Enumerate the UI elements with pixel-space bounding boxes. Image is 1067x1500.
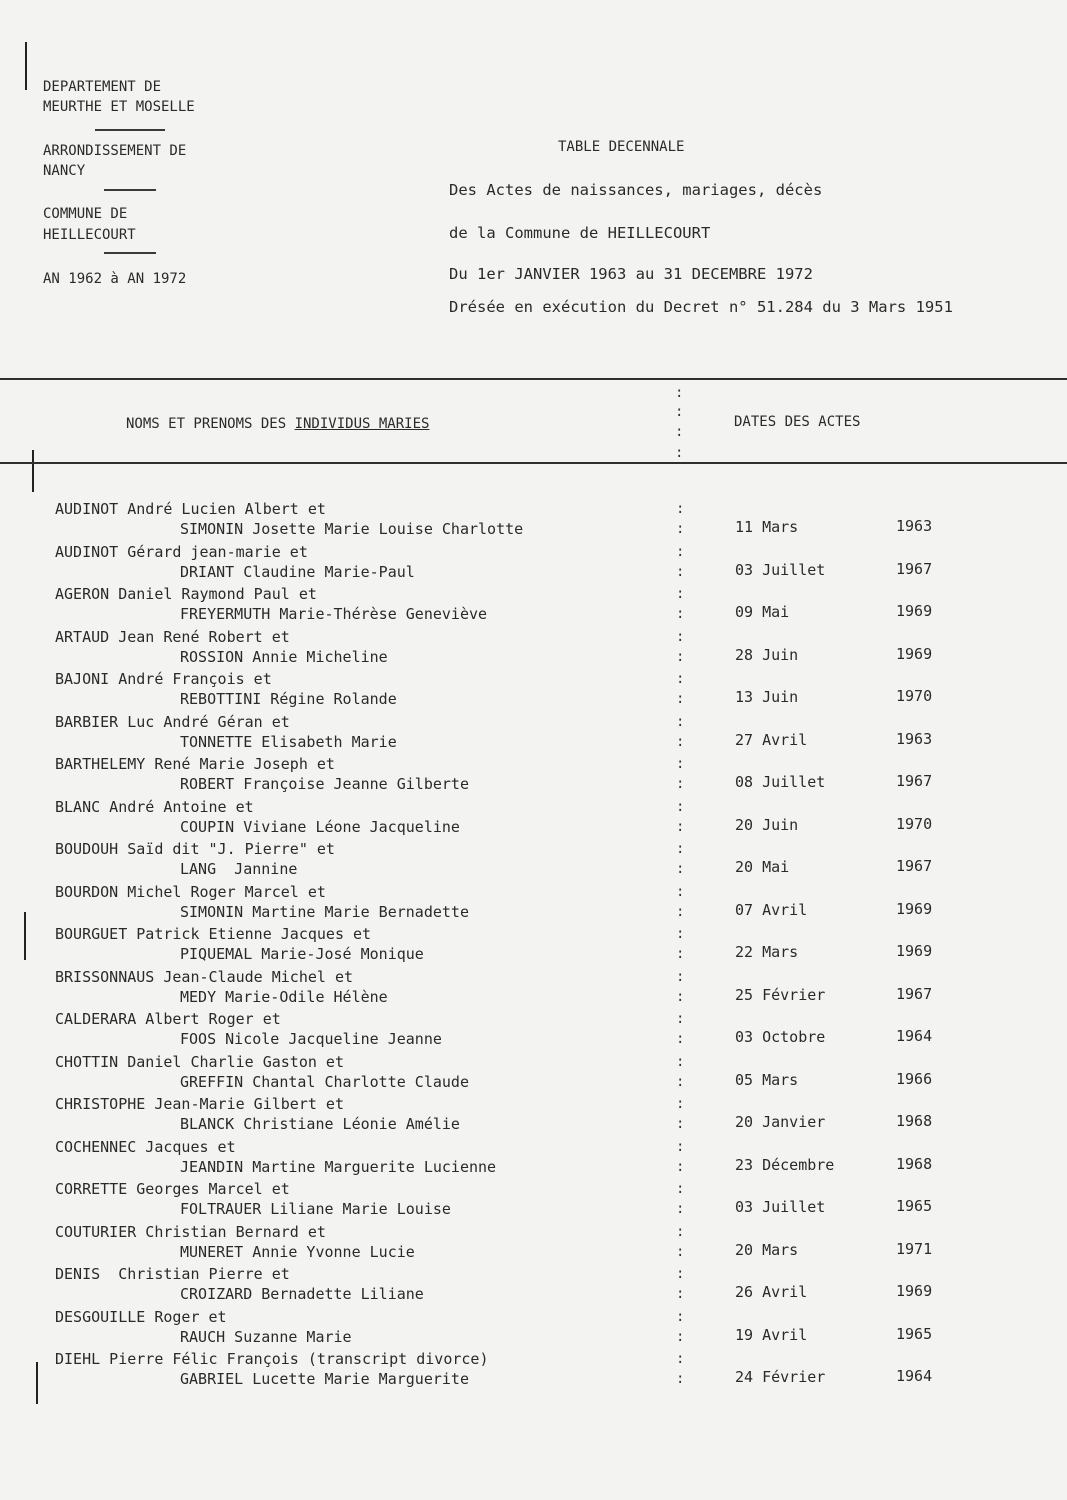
column-separator: : xyxy=(676,1073,685,1090)
column-separator: : xyxy=(676,1181,685,1197)
commune-line-2: HEILLECOURT xyxy=(43,227,136,243)
act-date: 27 Avril xyxy=(735,730,808,749)
column-separator: : xyxy=(676,798,685,815)
husband-name: BOUDOUH Saïd dit "J. Pierre" et xyxy=(55,840,335,858)
husband-name: CALDERARA Albert Roger et xyxy=(55,1010,281,1028)
act-year: 1965 xyxy=(896,1197,933,1215)
column-separator: : xyxy=(676,926,685,942)
wife-name: MEDY Marie-Odile Hélène xyxy=(180,987,388,1006)
column-separator: : xyxy=(676,883,685,900)
wife-name: TONNETTE Elisabeth Marie xyxy=(180,732,397,751)
column-separator: : xyxy=(676,501,685,517)
wife-name: REBOTTINI Régine Rolande xyxy=(180,690,397,708)
act-date: 20 Janvier xyxy=(735,1113,826,1131)
department-line-1: DEPARTEMENT DE xyxy=(43,79,162,95)
title-line-2: de la Commune de HEILLECOURT xyxy=(449,224,711,242)
husband-name: BARTHELEMY René Marie Joseph et xyxy=(55,755,335,773)
column-separator: : xyxy=(676,968,685,985)
wife-name: BLANCK Christiane Léonie Amélie xyxy=(180,1115,460,1133)
act-year: 1969 xyxy=(896,942,933,960)
arrondissement-line-1: ARRONDISSEMENT DE xyxy=(43,143,187,159)
period-range: AN 1962 à AN 1972 xyxy=(43,271,187,287)
column-separator: : xyxy=(676,713,685,730)
act-year: 1967 xyxy=(896,857,933,875)
husband-name: AGERON Daniel Raymond Paul et xyxy=(55,585,317,603)
husband-name: BRISSONNAUS Jean-Claude Michel et xyxy=(55,967,354,986)
act-date: 19 Avril xyxy=(735,1325,808,1344)
column-separator: : xyxy=(676,1308,685,1325)
wife-name: MUNERET Annie Yvonne Lucie xyxy=(180,1242,415,1261)
wife-name: PIQUEMAL Marie-José Monique xyxy=(180,945,424,963)
husband-name: COCHENNEC Jacques et xyxy=(55,1137,236,1156)
wife-name: FOLTRAUER Liliane Marie Louise xyxy=(180,1200,451,1218)
wife-name: GABRIEL Lucette Marie Marguerite xyxy=(180,1370,469,1388)
wife-name: DRIANT Claudine Marie-Paul xyxy=(180,562,415,581)
act-date: 28 Juin xyxy=(735,645,799,664)
wife-name: RAUCH Suzanne Marie xyxy=(180,1327,352,1346)
act-year: 1964 xyxy=(896,1027,933,1045)
act-date: 05 Mars xyxy=(735,1070,799,1089)
act-date: 03 Octobre xyxy=(735,1028,826,1046)
column-separator: : xyxy=(676,1053,685,1070)
column-separator: : xyxy=(675,404,684,420)
act-date: 11 Mars xyxy=(735,518,799,536)
column-separator: : xyxy=(676,1116,685,1132)
column-separator: : xyxy=(676,756,685,772)
title-line-4: Drésée en exécution du Decret n° 51.284 du 3 Mars 1951 xyxy=(449,298,953,316)
table-header-rule xyxy=(0,462,1067,464)
column-separator: : xyxy=(676,521,685,537)
husband-name: BAJONI André François et xyxy=(55,670,272,688)
header-divider xyxy=(104,252,156,254)
column-separator: : xyxy=(676,1011,685,1027)
wife-name: SIMONIN Josette Marie Louise Charlotte xyxy=(180,520,524,538)
husband-name: AUDINOT André Lucien Albert et xyxy=(55,500,326,518)
wife-name: FOOS Nicole Jacqueline Jeanne xyxy=(180,1030,442,1048)
column-separator: : xyxy=(676,818,685,835)
margin-mark-header xyxy=(32,450,34,492)
act-year: 1971 xyxy=(896,1239,933,1258)
table-top-rule xyxy=(0,378,1067,380)
column-separator: : xyxy=(676,988,685,1005)
arrondissement-line-2: NANCY xyxy=(43,163,86,179)
header-divider xyxy=(95,129,165,131)
husband-name: BLANC André Antoine et xyxy=(55,797,254,816)
column-separator: : xyxy=(676,733,685,750)
act-year: 1970 xyxy=(896,814,933,833)
act-year: 1969 xyxy=(896,644,933,663)
column-separator: : xyxy=(676,1243,685,1260)
column-separator: : xyxy=(676,586,685,602)
column-separator: : xyxy=(676,1371,685,1387)
column-separator: : xyxy=(676,1223,685,1240)
column-separator: : xyxy=(676,903,685,920)
act-year: 1964 xyxy=(896,1367,933,1385)
act-date: 13 Juin xyxy=(735,688,799,706)
wife-name: ROSSION Annie Micheline xyxy=(180,647,388,666)
husband-name: DESGOUILLE Roger et xyxy=(55,1307,227,1326)
husband-name: DIEHL Pierre Félic François (transcript divorce) xyxy=(55,1350,489,1368)
act-year: 1968 xyxy=(896,1112,933,1130)
column-separator: : xyxy=(676,861,685,877)
column-separator: : xyxy=(675,424,684,440)
column-separator: : xyxy=(675,385,684,401)
header-divider xyxy=(104,189,156,191)
column-header-dates: DATES DES ACTES xyxy=(734,414,861,430)
column-separator: : xyxy=(676,1031,685,1047)
act-year: 1966 xyxy=(896,1069,933,1088)
act-date: 26 Avril xyxy=(735,1283,808,1301)
department-line-2: MEURTHE ET MOSELLE xyxy=(43,99,195,115)
column-separator: : xyxy=(676,1328,685,1345)
husband-name: CHRISTOPHE Jean-Marie Gilbert et xyxy=(55,1095,344,1113)
act-year: 1963 xyxy=(896,517,933,535)
wife-name: LANG Jannine xyxy=(180,860,298,878)
title-line-1: Des Actes de naissances, mariages, décès xyxy=(449,181,823,199)
column-separator: : xyxy=(676,648,685,665)
act-year: 1970 xyxy=(896,687,933,705)
act-date: 20 Juin xyxy=(735,815,799,834)
act-date: 22 Mars xyxy=(735,943,799,961)
document-heading: TABLE DECENNALE xyxy=(558,139,685,155)
act-date: 09 Mai xyxy=(735,603,790,621)
column-separator: : xyxy=(676,543,685,560)
wife-name: GREFFIN Chantal Charlotte Claude xyxy=(180,1072,469,1091)
column-separator: : xyxy=(676,776,685,792)
husband-name: DENIS Christian Pierre et xyxy=(55,1265,290,1283)
act-date: 20 Mars xyxy=(735,1240,799,1259)
column-header-names-prefix: NOMS ET PRENOMS DES xyxy=(126,416,295,432)
column-separator: : xyxy=(676,563,685,580)
act-date: 24 Février xyxy=(735,1368,826,1386)
act-date: 07 Avril xyxy=(735,900,808,919)
husband-name: BOURGUET Patrick Etienne Jacques et xyxy=(55,925,372,943)
title-line-3: Du 1er JANVIER 1963 au 31 DECEMBRE 1972 xyxy=(449,265,813,283)
column-separator: : xyxy=(676,1138,685,1155)
column-separator: : xyxy=(676,1266,685,1282)
act-year: 1969 xyxy=(896,1282,933,1300)
husband-name: COUTURIER Christian Bernard et xyxy=(55,1222,326,1241)
act-date: 08 Juillet xyxy=(735,773,826,791)
column-separator: : xyxy=(676,628,685,645)
wife-name: JEANDIN Martine Marguerite Lucienne xyxy=(180,1157,497,1176)
column-separator: : xyxy=(675,445,684,461)
column-header-names xyxy=(126,415,429,433)
act-year: 1967 xyxy=(896,984,933,1003)
husband-name: CHOTTIN Daniel Charlie Gaston et xyxy=(55,1052,344,1071)
column-separator: : xyxy=(676,1158,685,1175)
column-header-names-underlined: INDIVIDUS MARIES xyxy=(294,416,430,432)
column-separator: : xyxy=(676,1201,685,1217)
act-year: 1967 xyxy=(896,559,933,578)
act-date: 23 Décembre xyxy=(735,1155,835,1174)
act-year: 1967 xyxy=(896,772,933,790)
husband-name: AUDINOT Gérard jean-marie et xyxy=(55,542,308,561)
husband-name: BARBIER Luc André Géran et xyxy=(55,712,290,731)
column-separator: : xyxy=(676,671,685,687)
act-date: 25 Février xyxy=(735,985,826,1004)
act-year: 1968 xyxy=(896,1154,933,1173)
wife-name: SIMONIN Martine Marie Bernadette xyxy=(180,902,469,921)
column-separator: : xyxy=(676,1351,685,1367)
act-year: 1963 xyxy=(896,729,933,748)
husband-name: ARTAUD Jean René Robert et xyxy=(55,627,290,646)
husband-name: CORRETTE Georges Marcel et xyxy=(55,1180,290,1198)
husband-name: BOURDON Michel Roger Marcel et xyxy=(55,882,326,901)
act-date: 03 Juillet xyxy=(735,560,826,579)
wife-name: COUPIN Viviane Léone Jacqueline xyxy=(180,817,460,836)
act-year: 1965 xyxy=(896,1324,933,1343)
act-year: 1969 xyxy=(896,899,933,918)
column-separator: : xyxy=(676,691,685,707)
act-date: 20 Mai xyxy=(735,858,790,876)
column-separator: : xyxy=(676,946,685,962)
column-separator: : xyxy=(676,1096,685,1112)
column-separator: : xyxy=(676,1286,685,1302)
commune-line-1: COMMUNE DE xyxy=(43,206,128,222)
wife-name: FREYERMUTH Marie-Thérèse Geneviève xyxy=(180,605,488,623)
column-separator: : xyxy=(676,606,685,622)
act-date: 03 Juillet xyxy=(735,1198,826,1216)
margin-mark-middle xyxy=(24,912,26,960)
margin-mark-bottom xyxy=(36,1362,38,1404)
margin-mark-top xyxy=(25,42,27,90)
act-year: 1969 xyxy=(896,602,933,620)
wife-name: ROBERT Françoise Jeanne Gilberte xyxy=(180,775,469,793)
wife-name: CROIZARD Bernadette Liliane xyxy=(180,1285,424,1303)
column-separator: : xyxy=(676,841,685,857)
